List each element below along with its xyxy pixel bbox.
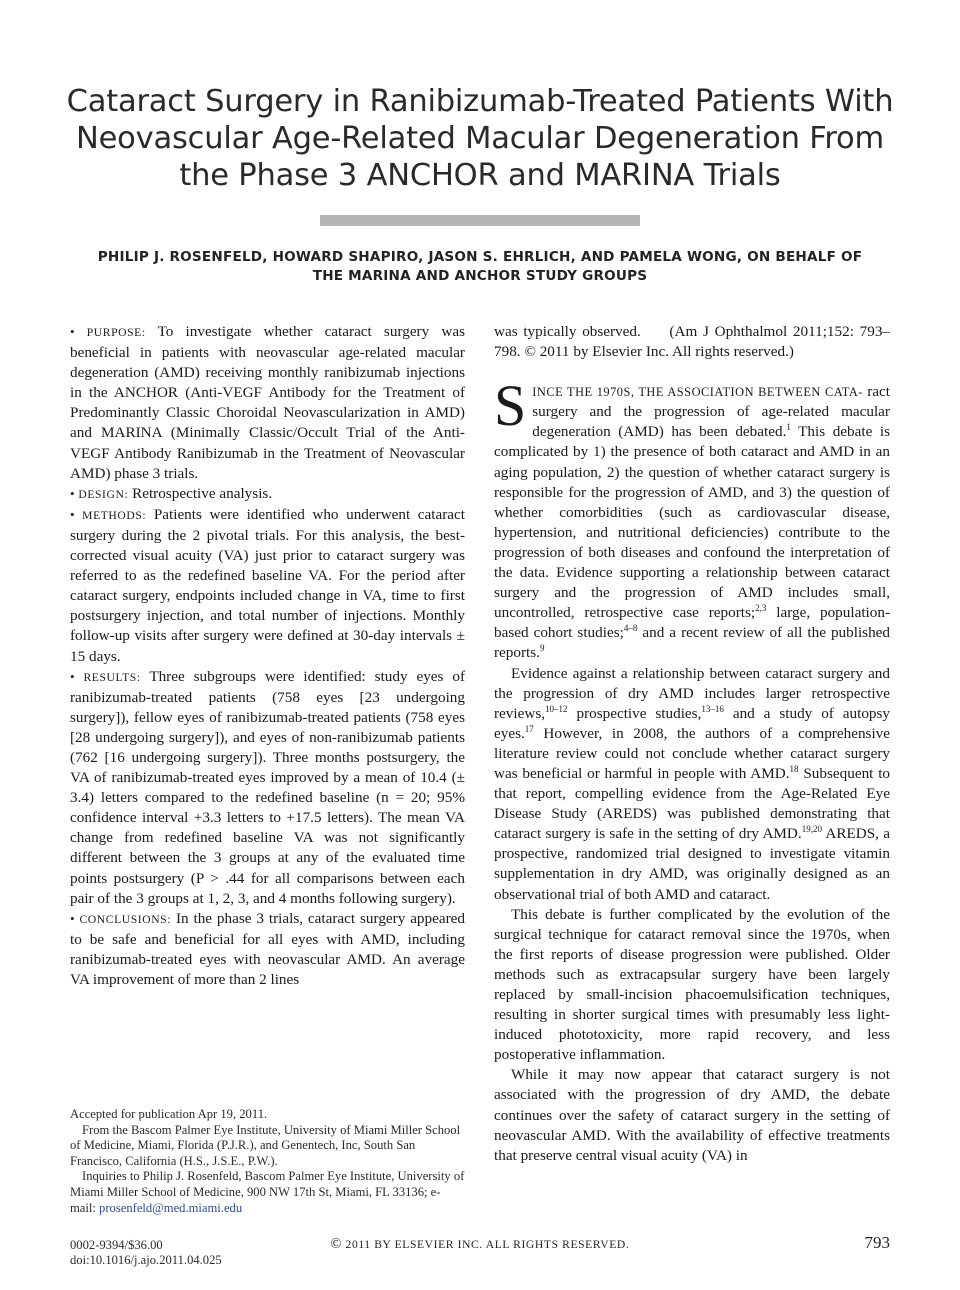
body-text: large, population-based cohort studies;: [494, 604, 891, 642]
methods-text: Patients were identified who underwent cataract surgery during the 2 pivotal trials. For this analysis, the best-corrected visual acuity (VA) just prior to cataract surgery was referred to as the redefined baseline VA. For the period after cataract surgery, endpoints included change in VA, time to first postsurgery injection, and total number of injections. Monthly follow-up visits after surgery were defined at 30-day intervals ± 15 days.: [70, 505, 466, 665]
body-text: prospective studies,: [576, 704, 702, 722]
intro-smallcaps: INCE THE 1970S, THE ASSOCIATION BETWEEN CATA-: [532, 385, 863, 400]
body-paragraph: While it may now appear that cataract surgery is not associated with the progression of dry AMD, the debate continues over the safety of cataract surgery in the setting of neovascular AMD. With the availability of effective treatments that preserve central visual acuity (VA) in: [494, 1066, 890, 1164]
body-paragraph: [494, 373, 891, 663]
accepted-date: Accepted for publication Apr 19, 2011.: [70, 1107, 268, 1121]
bullet-icon: •: [70, 324, 75, 339]
body-text: AREDS, a prospective, randomized trial designed to investigate vitamin supplementation in dry AMD, was originally designed as an observational trial of both AMD and cataract.: [494, 825, 890, 903]
design-text: Retrospective analysis.: [132, 484, 273, 502]
abstract-design: [70, 484, 465, 505]
inquiries-note: [70, 1169, 465, 1216]
body-text: and a recent review of all the published reports.: [494, 624, 891, 662]
body-paragraph: [494, 664, 890, 905]
author-list: [70, 248, 890, 286]
reference-link[interactable]: 10–12: [545, 703, 568, 714]
body-text: ract surgery and the progression of age-related macular degeneration (AMD) has been debated.: [532, 383, 890, 441]
body-text: Evidence against a relationship between cataract surgery and the progression of dry AMD includes larger retrospective reviews,: [494, 664, 890, 722]
body-column: [494, 322, 890, 1166]
reference-link[interactable]: 19,20: [801, 824, 822, 835]
footer-identifiers: [70, 1238, 320, 1268]
journal-citation: (Am J Ophthalmol 2011;152: 793–798. © 2011 by Elsevier Inc. All rights reserved.): [494, 323, 891, 361]
footer-copyright: [300, 1236, 660, 1253]
abstract-conclusion-continued: [494, 322, 890, 362]
conclusions-continued: was typically observed.: [494, 323, 641, 340]
results-label: RESULTS:: [83, 670, 141, 684]
bullet-icon: •: [70, 485, 75, 501]
purpose-label: PURPOSE:: [86, 326, 146, 339]
conclusions-text: In the phase 3 trials, cataract surgery appeared to be safe and beneficial for all eyes with AMD, including ranibizumab-treated eyes with neovascular AMD. An average VA improvement of more than 2 lines: [70, 909, 465, 988]
inquiries-text: Inquiries to Philip J. Rosenfeld, Bascom Palmer Eye Institute, University of Miami Miller School of Medicine, 900 NW 17th St, Miami, FL 33136; e-mail:: [70, 1169, 465, 1215]
reference-link[interactable]: 4–8: [623, 623, 638, 634]
methods-label: METHODS:: [82, 508, 147, 522]
title-divider: [320, 215, 640, 226]
drop-cap: S: [494, 373, 527, 439]
author-line: PHILIP J. ROSENFELD, HOWARD SHAPIRO, JASON S. EHRLICH, AND PAMELA WONG, ON BEHALF OF: [97, 249, 863, 265]
reference-link[interactable]: 9: [539, 643, 545, 654]
abstract-results: [70, 667, 465, 909]
author-line: THE MARINA AND ANCHOR STUDY GROUPS: [312, 268, 648, 284]
doi-link[interactable]: doi:10.1016/j.ajo.2011.04.025: [70, 1253, 222, 1267]
reference-link[interactable]: 18: [789, 763, 799, 774]
purpose-text: To investigate whether cataract surgery was beneficial in patients with neovascular age-related macular degeneration (AMD) receiving monthly ranibizumab injections in the ANCHOR (Anti-VEGF Antibody for the Treatment of Predominantly Classic Choroidal Neovascularization in AMD) and MARINA (Minimally Classic/Occult Trial of the Anti-VEGF Antibody Ranibizumab in the Treatment of Neovascular AMD) phase 3 trials.: [70, 323, 465, 482]
abstract-methods: [70, 505, 465, 667]
bullet-icon: •: [70, 506, 75, 522]
design-label: DESIGN:: [78, 487, 129, 501]
copyright-text: 2011 BY ELSEVIER INC. ALL RIGHTS RESERVED.: [345, 1238, 630, 1251]
page-number: 793: [864, 1233, 890, 1252]
affiliation-note: From the Bascom Palmer Eye Institute, University of Miami Miller School of Medicine, Miami, Florida (P.J.R.), and Genentech, Inc, South San Francisco, California (H.S., J.S.E., P.W.).: [70, 1122, 461, 1168]
body-text: This debate is complicated by 1) the presence of both cataract and AMD in an aging population, 2) the question of whether cataract surgery is responsible for the progression of AMD, and 3) the question of whether comorbidities (such as cardiovascular disease, hypertension, and nutritional deficiencies) contribute to the progression of both diseases and confound the interpretation of the data. Evidence supporting a relationship between cataract surgery and the progression of AMD includes small, uncontrolled, retrospective case reports;: [494, 423, 891, 622]
abstract-conclusions: [70, 909, 465, 990]
title-line: the Phase 3 ANCHOR and MARINA Trials: [179, 158, 781, 193]
title-line: Cataract Surgery in Ranibizumab-Treated Patients With: [66, 84, 894, 119]
results-text: Three subgroups were identified: study eyes of ranibizumab-treated patients (758 eyes [23 undergoing surgery]), fellow eyes of ranibizumab-treated patients (758 eyes [28 undergoing surgery]), and eyes of non-ranibizumab patients (762 [16 undergoing surgery]). Three months postsurgery, the VA of ranibizumab-treated eyes improved by a mean of 10.4 (± 3.4) letters compared to the redefined baseline (n = 20; 95% confidence interval +3.3 letters to +17.5 letters). The mean VA change from redefined baseline VA was not significantly different between the 3 groups at any of the evaluated time points postsurgery (P > .44 for all comparisons between each pair of the 3 groups at 1, 2, 3, and 4 months following surgery).: [70, 667, 466, 907]
article-footnotes: [70, 1107, 465, 1216]
article-title: [60, 83, 900, 194]
abstract-column: [70, 322, 465, 990]
issn-price: 0002-9394/$36.00: [70, 1238, 163, 1252]
bullet-icon: •: [70, 668, 75, 684]
abstract-purpose: [70, 322, 465, 484]
body-paragraph: This debate is further complicated by the evolution of the surgical technique for cataract removal since the 1970s, when the first reports of disease progression were published. Older methods such as extracapsular surgery have been largely replaced by small-incision phacoemulsification techniques, resulting in shorter surgical times with presumably less light-induced phototoxicity, more rapid recovery, and less postoperative inflammation.: [494, 905, 890, 1064]
email-link[interactable]: prosenfeld@med.miami.edu: [99, 1200, 243, 1215]
title-line: Neovascular Age-Related Macular Degeneration From: [76, 121, 884, 156]
reference-link[interactable]: 17: [524, 723, 534, 734]
copyright-symbol: ©: [330, 1236, 342, 1252]
body-text: Subsequent to that report, compelling evidence from the Age-Related Eye Disease Study (AREDS) was published demonstrating that cataract surgery is safe in the setting of dry AMD.: [494, 764, 891, 843]
bullet-icon: •: [70, 910, 75, 926]
body-text: and a study of autopsy eyes.: [494, 704, 891, 742]
reference-link[interactable]: 2,3: [755, 603, 767, 614]
reference-link[interactable]: 1: [786, 422, 791, 433]
reference-link[interactable]: 13–16: [701, 703, 724, 714]
body-text: However, in 2008, the authors of a comprehensive literature review could not conclude whether cataract surgery was beneficial or harmful in people with AMD.: [494, 724, 891, 782]
conclusions-label: CONCLUSIONS:: [79, 912, 172, 926]
